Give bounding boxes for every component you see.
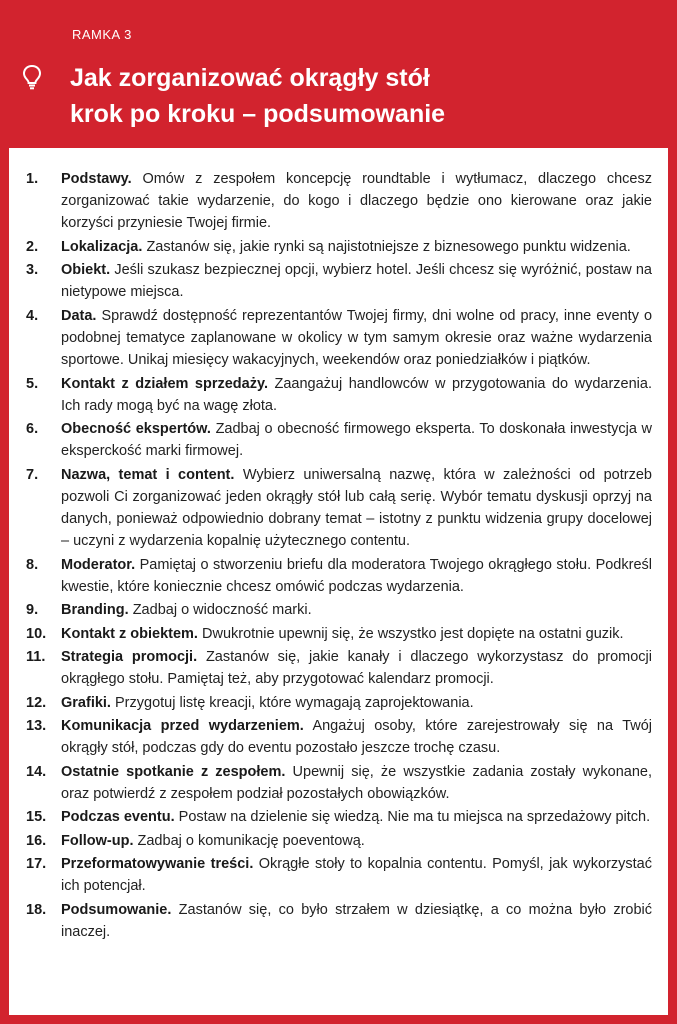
item-text: Zadbaj o komunikację poeventową.: [137, 832, 365, 849]
item-content: [61, 692, 652, 714]
item-number: 13.: [26, 718, 47, 735]
item-heading: Kontakt z działem sprzedaży.: [61, 375, 268, 392]
page-title: [70, 60, 660, 132]
list-item: [26, 259, 652, 303]
steps-list: [26, 168, 652, 943]
item-content: [61, 418, 652, 462]
item-content: [61, 554, 652, 598]
item-text: Zadbaj o obecność firmowego eksperta. To doskonała inwestycja w eksperckość marki firmowej.: [61, 421, 652, 460]
item-number: 4.: [26, 307, 39, 324]
item-number: 11.: [26, 649, 46, 666]
title-line-2: krok po kroku – podsumowanie: [70, 100, 446, 128]
item-heading: Podczas eventu.: [61, 809, 175, 826]
item-content: [61, 761, 652, 805]
list-item: [26, 554, 652, 598]
list-item: [26, 692, 652, 714]
list-item: [26, 373, 652, 417]
item-content: [61, 168, 652, 235]
item-heading: Podsumowanie.: [61, 901, 172, 918]
item-heading: Data.: [61, 307, 97, 324]
content-box: [9, 148, 668, 1015]
item-content: [61, 259, 652, 303]
item-text: Zastanów się, jakie rynki są najistotniejsze z biznesowego punktu widzenia.: [146, 238, 631, 255]
item-heading: Obecność ekspertów.: [61, 421, 211, 438]
item-heading: Strategia promocji.: [61, 649, 198, 666]
item-heading: Kontakt z obiektem.: [61, 625, 198, 642]
item-heading: Komunikacja przed wydarzeniem.: [61, 718, 304, 735]
item-text: Dwukrotnie upewnij się, że wszystko jest dopięte na ostatni guzik.: [202, 625, 624, 642]
title-line-1: Jak zorganizować okrągły stół: [70, 64, 430, 92]
item-text: Zaangażuj handlowców w przygotowania do wydarzenia. Ich rady mogą być na wagę złota.: [61, 375, 652, 414]
list-item: [26, 168, 652, 235]
list-item: [26, 806, 652, 828]
item-heading: Lokalizacja.: [61, 238, 143, 255]
item-text: Zadbaj o widoczność marki.: [132, 602, 312, 619]
item-content: [61, 646, 652, 690]
item-content: [61, 806, 652, 828]
item-number: 6.: [26, 421, 39, 438]
item-text: Przygotuj listę kreacji, które wymagają zaprojektowania.: [115, 694, 474, 711]
list-item: [26, 715, 652, 759]
item-content: [61, 373, 652, 417]
item-content: [61, 599, 652, 621]
item-text: Jeśli szukasz bezpiecznej opcji, wybierz hotel. Jeśli chcesz się wyróżnić, postaw na nietypowe miejsca.: [61, 262, 652, 301]
item-heading: Moderator.: [61, 556, 136, 573]
item-heading: Branding.: [61, 602, 129, 619]
item-text: Upewnij się, że wszystkie zadania zostały wykonane, oraz potwierdź z zespołem podział pozostałych obowiązków.: [61, 763, 652, 802]
list-item: [26, 464, 652, 553]
item-text: Zastanów się, jakie kanały i dlaczego wykorzystasz do promocji okrągłego stołu. Pamiętaj też, aby przygotować kalendarz promocji.: [61, 649, 652, 688]
item-number: 7.: [26, 466, 39, 483]
item-number: 15.: [26, 809, 47, 826]
list-item: [26, 761, 652, 805]
item-text: Zastanów się, co było strzałem w dziesiątkę, a co można było zrobić inaczej.: [61, 901, 652, 940]
item-text: Postaw na dzielenie się wiedzą. Nie ma tu miejsca na sprzedażowy pitch.: [178, 809, 651, 826]
box-label: RAMKA 3: [72, 27, 132, 42]
item-heading: Ostatnie spotkanie z zespołem.: [61, 763, 286, 780]
list-item: [26, 305, 652, 372]
item-content: [61, 464, 652, 553]
item-heading: Obiekt.: [61, 262, 111, 279]
list-item: [26, 599, 652, 621]
list-item: [26, 830, 652, 852]
item-number: 17.: [26, 856, 47, 873]
item-content: [61, 305, 652, 372]
item-content: [61, 830, 652, 852]
item-text: Sprawdź dostępność reprezentantów Twojej firmy, dni wolne od pracy, inne eventy o podobnej tematyce zaplanowane w okolicy w tym samym okresie oraz ważne wydarzenia sportowe. Unikaj miesięcy wakacyjnych, weekendów oraz poniedziałków i piątków.: [61, 307, 653, 369]
item-number: 9.: [26, 602, 39, 619]
item-number: 14.: [26, 763, 47, 780]
list-item: [26, 623, 652, 645]
item-text: Pamiętaj o stworzeniu briefu dla moderatora Twojego okrągłego stołu. Podkreśl kwestie, które koniecznie chcesz omówić podczas wydarzenia.: [61, 556, 652, 595]
item-number: 5.: [26, 375, 39, 392]
list-item: [26, 418, 652, 462]
item-number: 2.: [26, 238, 39, 255]
list-item: [26, 236, 652, 258]
item-content: [61, 715, 652, 759]
item-number: 3.: [26, 262, 39, 279]
item-number: 10.: [26, 625, 47, 642]
item-heading: Nazwa, temat i content.: [61, 466, 235, 483]
list-item: [26, 853, 652, 897]
list-item: [26, 899, 652, 943]
item-number: 12.: [26, 694, 47, 711]
item-heading: Follow-up.: [61, 832, 134, 849]
item-text: Wybierz uniwersalną nazwę, która w zależności od potrzeb pozwoli Ci zorganizować jeden okrągły stół lub całą serię. Wybór tematu dyskusji oprzyj na danych, ponieważ odpowiednio dobrany temat – istotny z punktu widzenia grupy docelowej – uczyni z wydarzenia kopalnię użytecznego contentu.: [61, 466, 652, 550]
item-number: 1.: [26, 171, 39, 187]
item-content: [61, 623, 652, 645]
item-number: 16.: [26, 832, 47, 849]
item-number: 18.: [26, 901, 47, 918]
item-heading: Grafiki.: [61, 694, 111, 711]
item-text: Angażuj osoby, które zarejestrowały się na Twój okrągły stół, podczas gdy do eventu pozostało jeszcze trochę czasu.: [61, 718, 653, 757]
box-header: [0, 0, 677, 148]
item-heading: Przeformatowywanie treści.: [61, 856, 254, 873]
item-text: Okrągłe stoły to kopalnia contentu. Pomyśl, jak wykorzystać ich potencjał.: [61, 856, 652, 895]
item-content: [61, 899, 652, 943]
lightbulb-icon: [22, 64, 42, 90]
list-item: [26, 646, 652, 690]
item-text: Omów z zespołem koncepcję roundtable i wytłumacz, dlaczego chcesz zorganizować takie wydarzenie, do kogo i dlaczego będzie ono kierowane oraz jakie korzyści przyniesie Twojej firmie.: [61, 171, 652, 232]
item-number: 8.: [26, 556, 39, 573]
item-content: [61, 236, 652, 258]
item-heading: Podstawy.: [61, 171, 132, 187]
item-content: [61, 853, 652, 897]
